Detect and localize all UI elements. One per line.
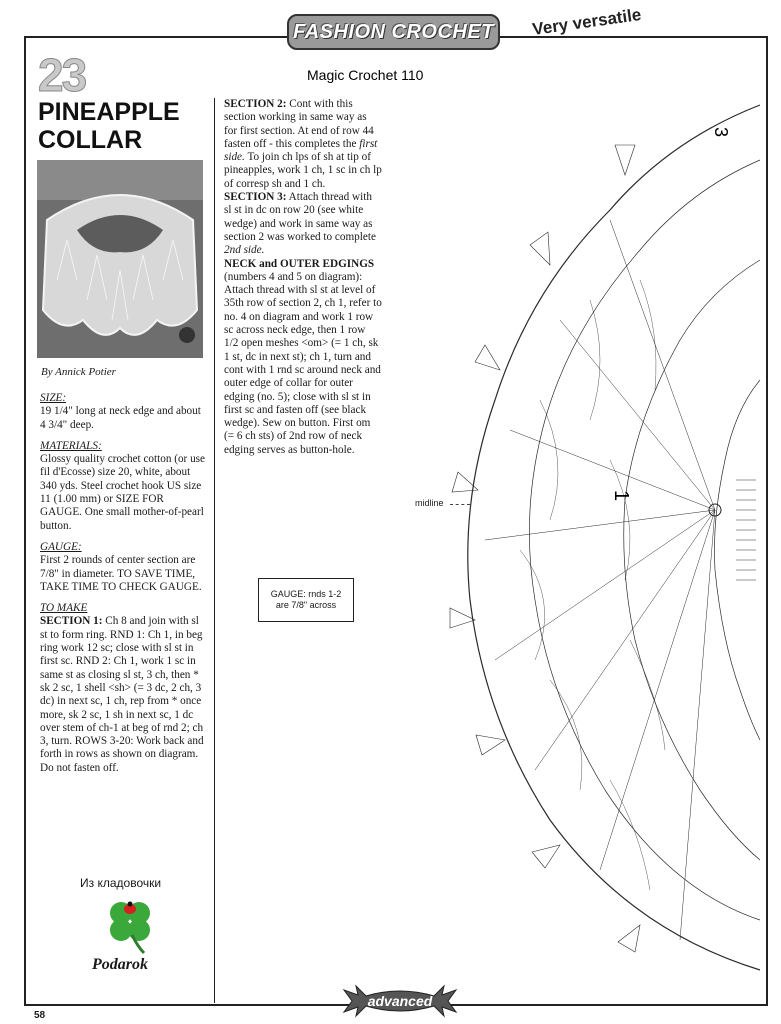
title-line-1: PINEAPPLE — [38, 98, 180, 126]
crochet-diagram — [440, 100, 766, 980]
clover-logo-icon — [104, 895, 156, 955]
section3-label: SECTION 3: — [224, 191, 287, 204]
pattern-number: 23 — [38, 49, 86, 101]
section2-label: SECTION 2: — [224, 98, 287, 110]
section2-instructions — [224, 98, 382, 191]
left-column — [40, 392, 205, 775]
tagline: Very versatile — [531, 4, 643, 40]
edgings-instructions — [224, 258, 382, 457]
section3-instructions — [224, 191, 382, 257]
materials-text: Glossy quality crochet cotton (or use fil d'Ecosse) size 20, white, about 340 yds. Steel crochet hook US size 11 (1.00 mm) or SIZE FOR GAUGE. One small mother-of-pearl button. — [40, 453, 205, 532]
section2-text-b: To join ch lps of sh at tip of pineapples, work 1 ch, 1 sc in ch lp of corresp sh and 1 ch. — [224, 151, 382, 190]
midline-label: midline — [415, 498, 444, 508]
gauge-callout-line-1: GAUGE: rnds 1-2 — [270, 589, 342, 599]
pattern-title — [38, 98, 180, 154]
section1-text: Ch 8 and join with sl st to form ring. RND 1: Ch 1, in beg ring work 12 sc; close with sl st in first sc. RND 2: Ch 1, work 1 sc in same st as closing sl st, 3 ch, then * sk 2 sc, 1 shell <sh> (= 3 dc, 2 ch, 3 dc) in next sc, 1 ch, rep from * once more, sk 2 sc, 1 sh in next sc, 1 dc over stem of ch-1 at beg of rnd 2; ch 3, turn. ROWS 3-20: Work back and forth in rows as shown on diagram. Do not fasten off. — [40, 615, 204, 774]
collar-photo-illustration — [37, 160, 203, 358]
gauge-callout — [258, 578, 354, 622]
banner-text: FASHION CROCHET — [293, 20, 494, 43]
author-credit: By Annick Potier — [41, 366, 116, 378]
section1-instructions — [40, 615, 205, 775]
section3-emphasis: 2nd side. — [224, 244, 265, 257]
gauge-heading: GAUGE: — [40, 540, 82, 553]
section2-text-a: Cont with this section working in same way as for first section. At end of row 44 fasten off - this completes the — [224, 98, 374, 150]
column-divider — [214, 98, 215, 1003]
watermark-signature: Podarok — [92, 956, 148, 973]
to-make-heading: TO MAKE — [40, 602, 88, 615]
size-heading: SIZE: — [40, 392, 67, 404]
edgings-text: (numbers 4 and 5 on diagram): Attach thread with sl st at level of 35th row of section 2, ch 1, refer to no. 4 on diagram and work 1 row sc across neck edge, then 1 row 1/2 open meshes <om> (= 1 ch, sk 1 st, dc in next st); ch 1, turn and cont with 1 rnd sc around neck and outer edge of collar for outer edging (no. 5); close with sl st in first sc and fasten off (see black wedge). Sew on button. First om (= 6 ch sts) of 2nd row of neck edging serves as button-hole. — [224, 270, 382, 456]
size-text: 19 1/4" long at neck edge and about 4 3/4" deep. — [40, 405, 201, 431]
section2-emphasis: first side. — [224, 137, 378, 164]
diagram-label-1: 1 — [610, 490, 632, 502]
diagram-label-3: 3 — [711, 127, 731, 138]
section1-label: SECTION 1: — [40, 615, 103, 628]
difficulty-label: advanced — [367, 993, 433, 1009]
title-line-2: COLLAR — [38, 126, 143, 154]
materials-heading: MATERIALS: — [40, 439, 102, 452]
page-number: 58 — [34, 1010, 46, 1021]
section3-text-a: Attach thread with sl st in dc on row 20 (see white wedge) and work in same way as section 2 was worked to complete — [224, 191, 376, 243]
edgings-label: NECK and OUTER EDGINGS — [224, 257, 375, 270]
difficulty-badge — [338, 984, 462, 1018]
magazine-banner — [287, 14, 500, 50]
gauge-callout-line-2: are 7/8" across — [275, 600, 337, 610]
star-badge-icon — [338, 984, 462, 1018]
collar-photo — [37, 160, 203, 358]
gauge-text: First 2 rounds of center section are 7/8" in diameter. TO SAVE TIME, TAKE TIME TO CHECK GAUGE. — [40, 554, 202, 593]
watermark-caption: Из кладовочки — [80, 876, 162, 890]
middle-column — [224, 98, 382, 457]
source-caption: Magic Crochet 110 — [307, 67, 424, 83]
